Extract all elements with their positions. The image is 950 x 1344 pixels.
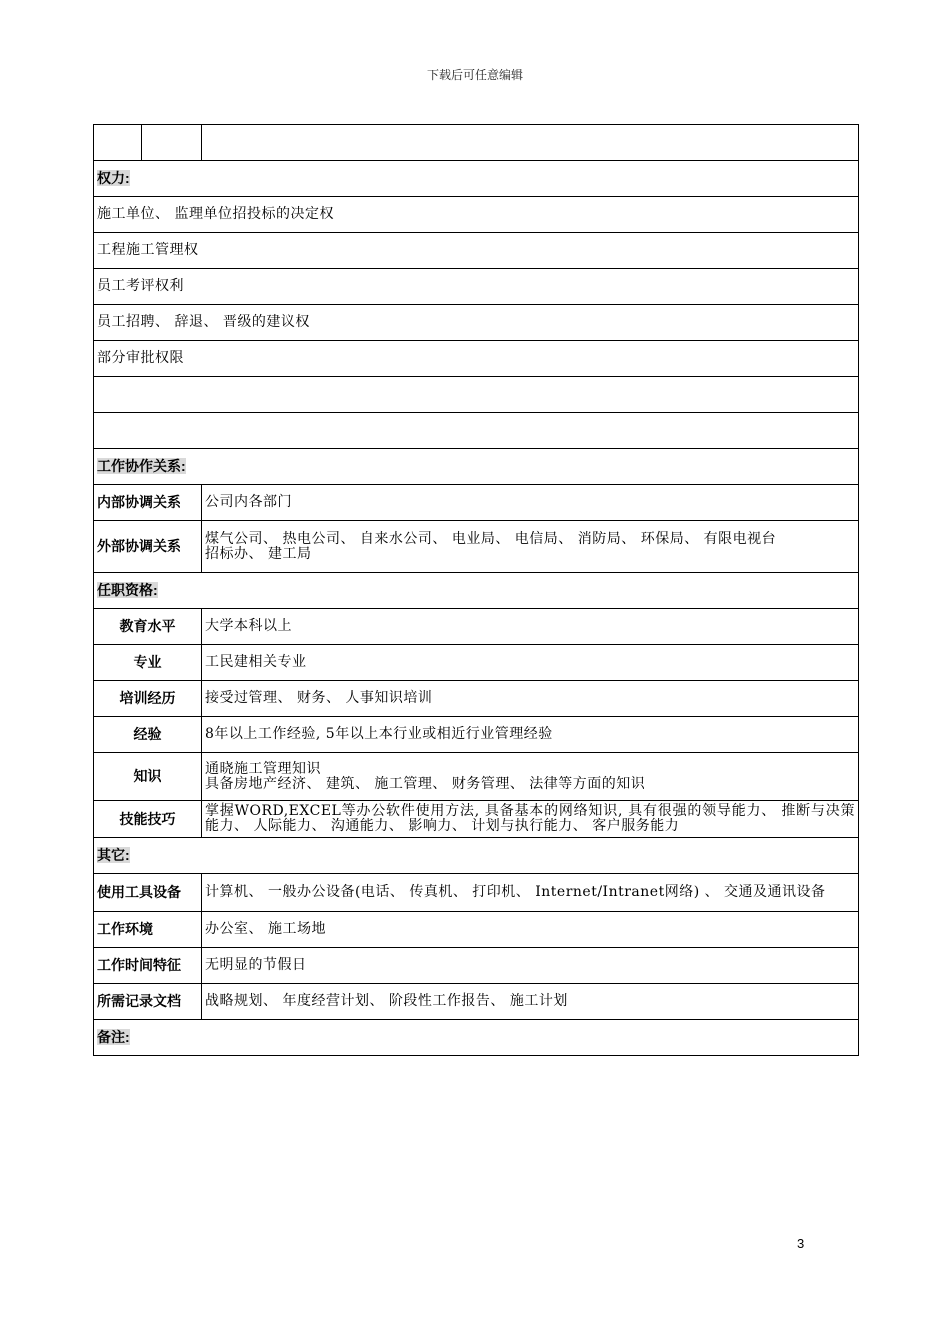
- authority-row: [94, 269, 859, 305]
- work-time-value: 无明显的节假日: [202, 948, 859, 984]
- work-time-row: [94, 948, 859, 984]
- training-label: 培训经历: [94, 681, 202, 717]
- tools-value: 计算机、 一般办公设备(电话、 传真机、 打印机、 Internet/Intranet网络) 、 交通及通讯设备: [202, 874, 859, 912]
- empty-cell: [142, 125, 202, 161]
- skills-row: [94, 801, 859, 838]
- authority-item: [94, 413, 859, 449]
- authority-row: [94, 233, 859, 269]
- records-value: 战略规划、 年度经营计划、 阶段性工作报告、 施工计划: [202, 984, 859, 1020]
- external-relations-line: 招标办、 建工局: [205, 545, 312, 562]
- major-label: 专业: [94, 645, 202, 681]
- authority-item: 施工单位、 监理单位招投标的决定权: [94, 197, 859, 233]
- page-number: 3: [797, 1236, 805, 1251]
- relations-section-header: [94, 449, 859, 485]
- remarks-section-header: [94, 1020, 859, 1056]
- external-relations-line: 煤气公司、 热电公司、 自来水公司、 电业局、 电信局、 消防局、 环保局、 有限电视台: [205, 530, 777, 547]
- knowledge-line: 通晓施工管理知识: [205, 760, 321, 777]
- tools-row: [94, 874, 859, 912]
- knowledge-label: 知识: [94, 753, 202, 801]
- other-title: 其它:: [97, 847, 130, 863]
- internal-relations-label: 内部协调关系: [94, 485, 202, 521]
- experience-row: [94, 717, 859, 753]
- education-value: 大学本科以上: [202, 609, 859, 645]
- knowledge-value: [202, 753, 859, 801]
- authority-row: [94, 305, 859, 341]
- header-note: 下载后可任意编辑: [426, 68, 523, 82]
- experience-value: 8年以上工作经验, 5年以上本行业或相近行业管理经验: [202, 717, 859, 753]
- qualifications-title: 任职资格:: [97, 582, 158, 598]
- education-label: 教育水平: [94, 609, 202, 645]
- major-row: [94, 645, 859, 681]
- training-value: 接受过管理、 财务、 人事知识培训: [202, 681, 859, 717]
- authority-title: 权力:: [97, 170, 130, 186]
- major-value: 工民建相关专业: [202, 645, 859, 681]
- records-label: 所需记录文档: [94, 984, 202, 1020]
- authority-row: [94, 413, 859, 449]
- empty-cell: [202, 125, 859, 161]
- authority-row: [94, 377, 859, 413]
- environment-value: 办公室、 施工场地: [202, 912, 859, 948]
- authority-section-header: [94, 161, 859, 197]
- other-section-header: [94, 838, 859, 874]
- external-relations-label: 外部协调关系: [94, 521, 202, 573]
- tools-label: 使用工具设备: [94, 874, 202, 912]
- job-description-table: [93, 124, 859, 1056]
- authority-row: [94, 341, 859, 377]
- remarks-title: 备注:: [97, 1029, 130, 1045]
- authority-row: [94, 197, 859, 233]
- knowledge-row: [94, 753, 859, 801]
- internal-relations-value: 公司内各部门: [202, 485, 859, 521]
- authority-item: 工程施工管理权: [94, 233, 859, 269]
- continuation-row: [94, 125, 859, 161]
- skills-value: 掌握WORD,EXCEL等办公软件使用方法, 具备基本的网络知识, 具有很强的领导能力、 推断与决策能力、 人际能力、 沟通能力、 影响力、 计划与执行能力、 客户服务能力: [202, 801, 859, 838]
- education-row: [94, 609, 859, 645]
- skills-label: 技能技巧: [94, 801, 202, 838]
- authority-item: 员工招聘、 辞退、 晋级的建议权: [94, 305, 859, 341]
- knowledge-line: 具备房地产经济、 建筑、 施工管理、 财务管理、 法律等方面的知识: [205, 775, 646, 792]
- authority-item: [94, 377, 859, 413]
- authority-item: 员工考评权利: [94, 269, 859, 305]
- external-relations-value: [202, 521, 859, 573]
- work-time-label: 工作时间特征: [94, 948, 202, 984]
- empty-cell: [94, 125, 142, 161]
- relations-title: 工作协作关系:: [97, 458, 186, 474]
- qualifications-section-header: [94, 573, 859, 609]
- environment-label: 工作环境: [94, 912, 202, 948]
- internal-relations-row: [94, 485, 859, 521]
- environment-row: [94, 912, 859, 948]
- records-row: [94, 984, 859, 1020]
- experience-label: 经验: [94, 717, 202, 753]
- external-relations-row: [94, 521, 859, 573]
- authority-item: 部分审批权限: [94, 341, 859, 377]
- training-row: [94, 681, 859, 717]
